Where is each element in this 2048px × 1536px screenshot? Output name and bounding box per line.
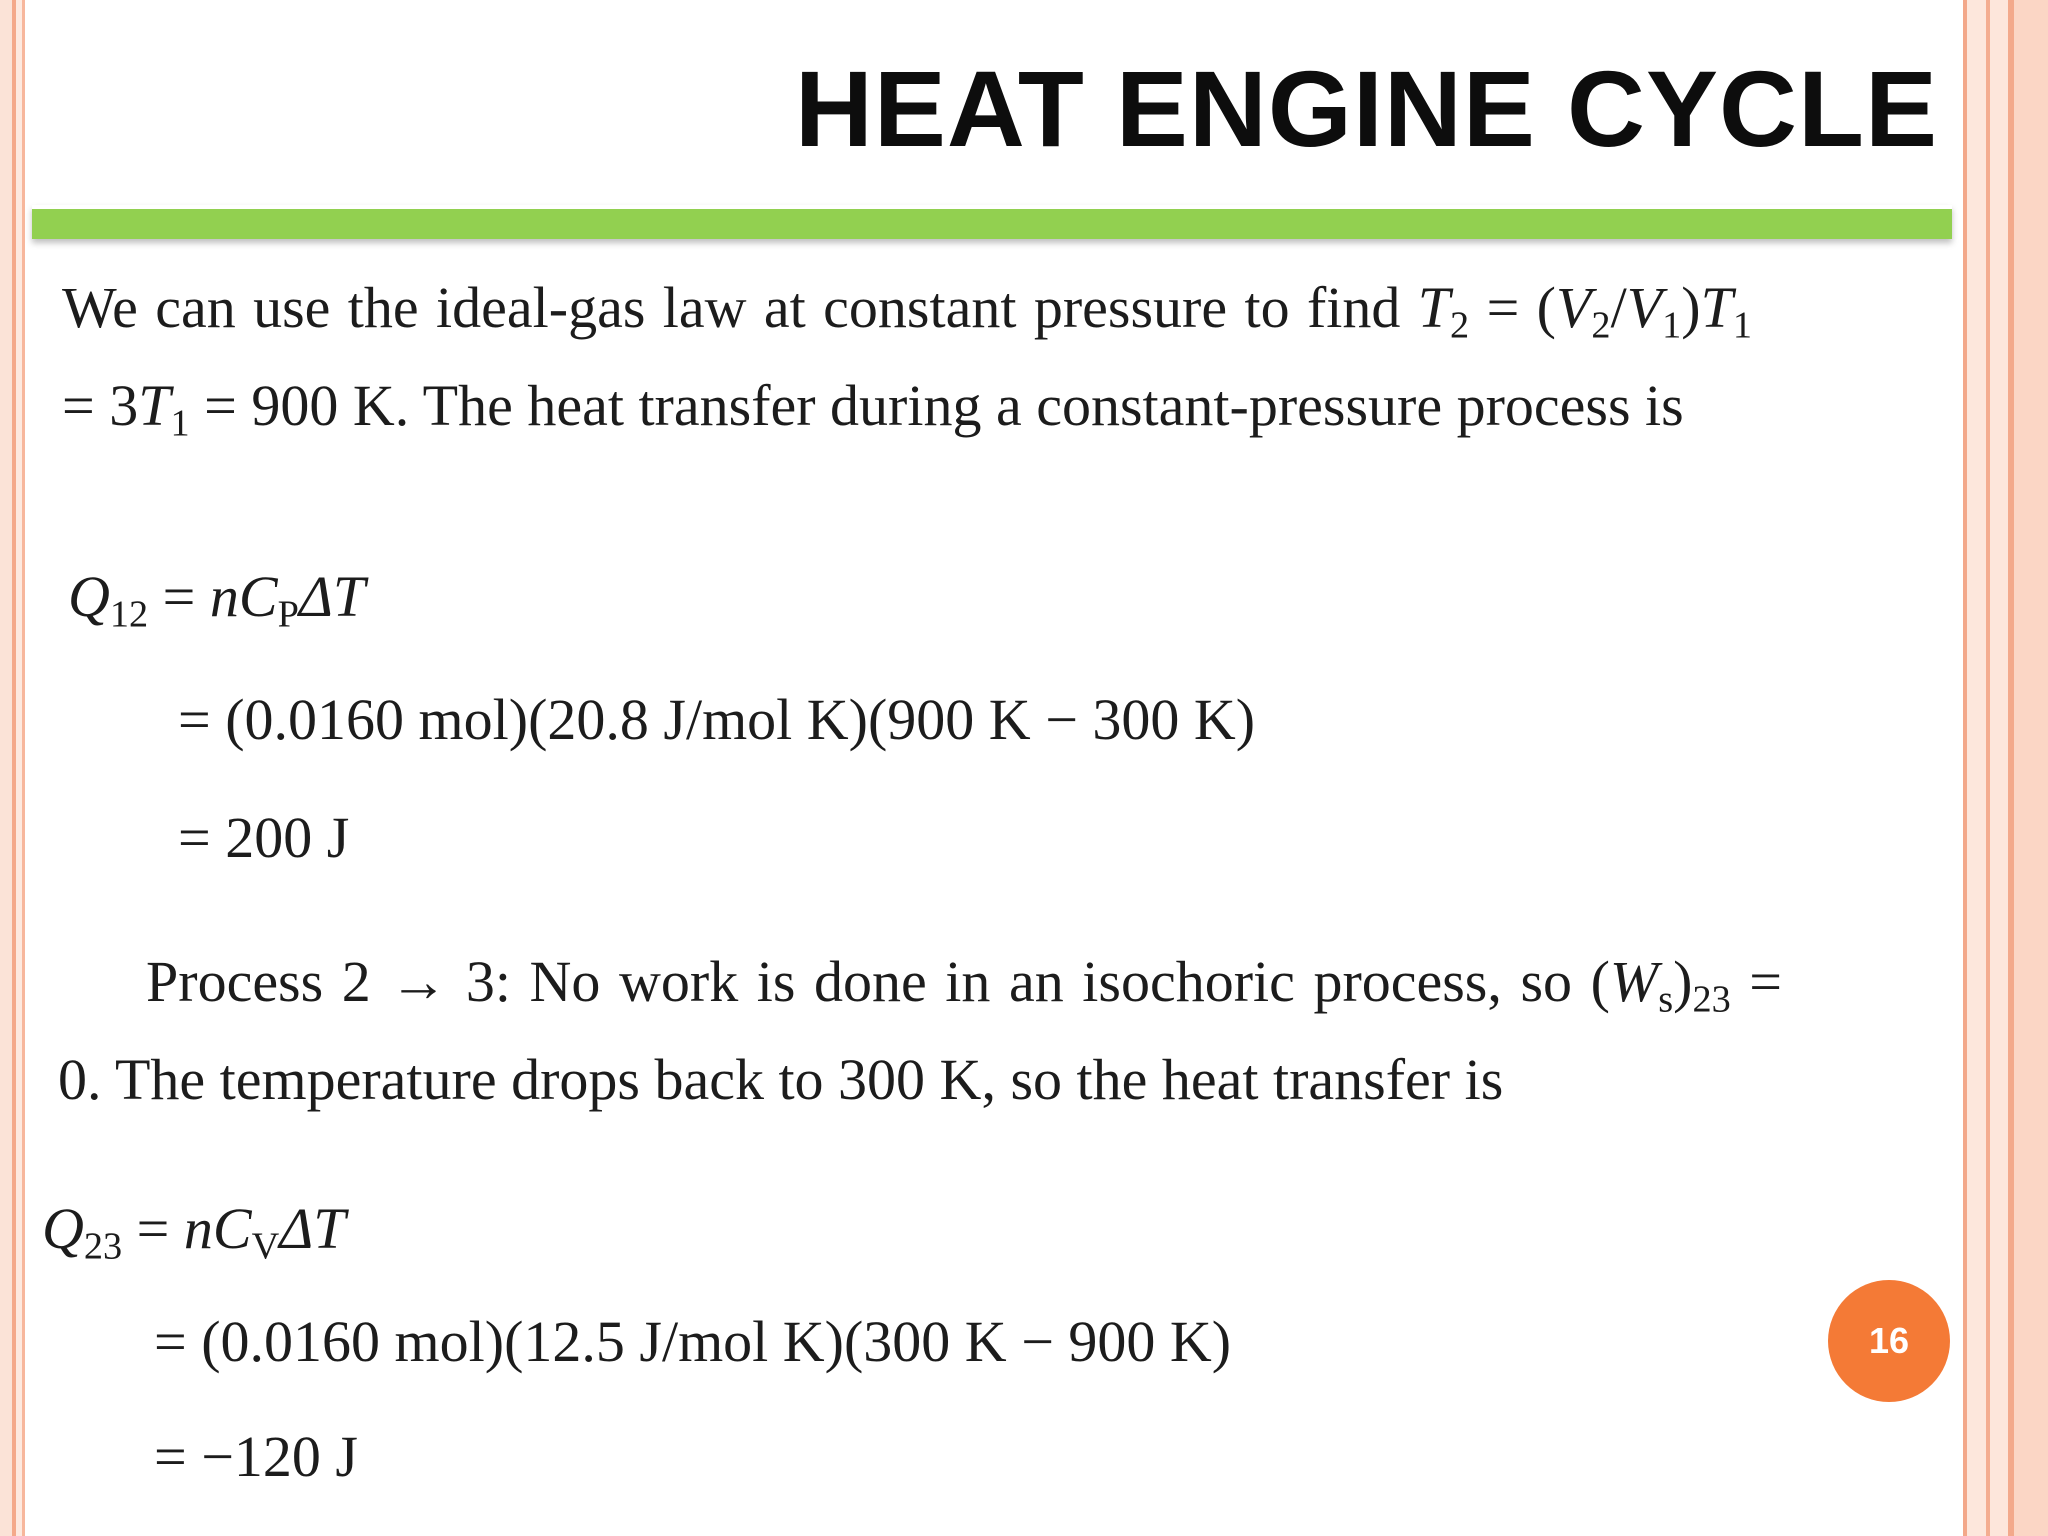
equation-q12-substitution: = (0.0160 mol)(20.8 J/mol K)(900 K − 300 K) bbox=[178, 687, 1256, 752]
paragraph-ideal-gas: We can use the ideal-gas law at constant pressure to find $T_2 = (V_2/V_1)T_1 = 3T_1 = 900$ K. The heat transfer during a constant-pressure process is bbox=[62, 275, 1752, 445]
page-number-badge: 16 bbox=[1828, 1280, 1950, 1402]
slide-title: HEAT ENGINE CYCLE bbox=[794, 48, 1938, 169]
equation-q12-result: = 200 J bbox=[178, 805, 350, 870]
equation-q23-substitution: = (0.0160 mol)(12.5 J/mol K)(300 K − 900 K) bbox=[154, 1309, 1232, 1374]
equation-q12: $Q_{12} = nC_P\Delta T$ bbox=[68, 564, 366, 636]
slide-frame-right bbox=[1958, 0, 2048, 1536]
equation-q23: $Q_{23} = nC_V\Delta T$ bbox=[42, 1196, 346, 1268]
paragraph-process-2-3: Process 2 → 3: No work is done in an isochoric process, so $(W_s)_{23} = 0$. The temperature drops back to 300 K, so the heat transfer is bbox=[58, 949, 1782, 1112]
equation-q23-result: = −120 J bbox=[154, 1424, 358, 1489]
